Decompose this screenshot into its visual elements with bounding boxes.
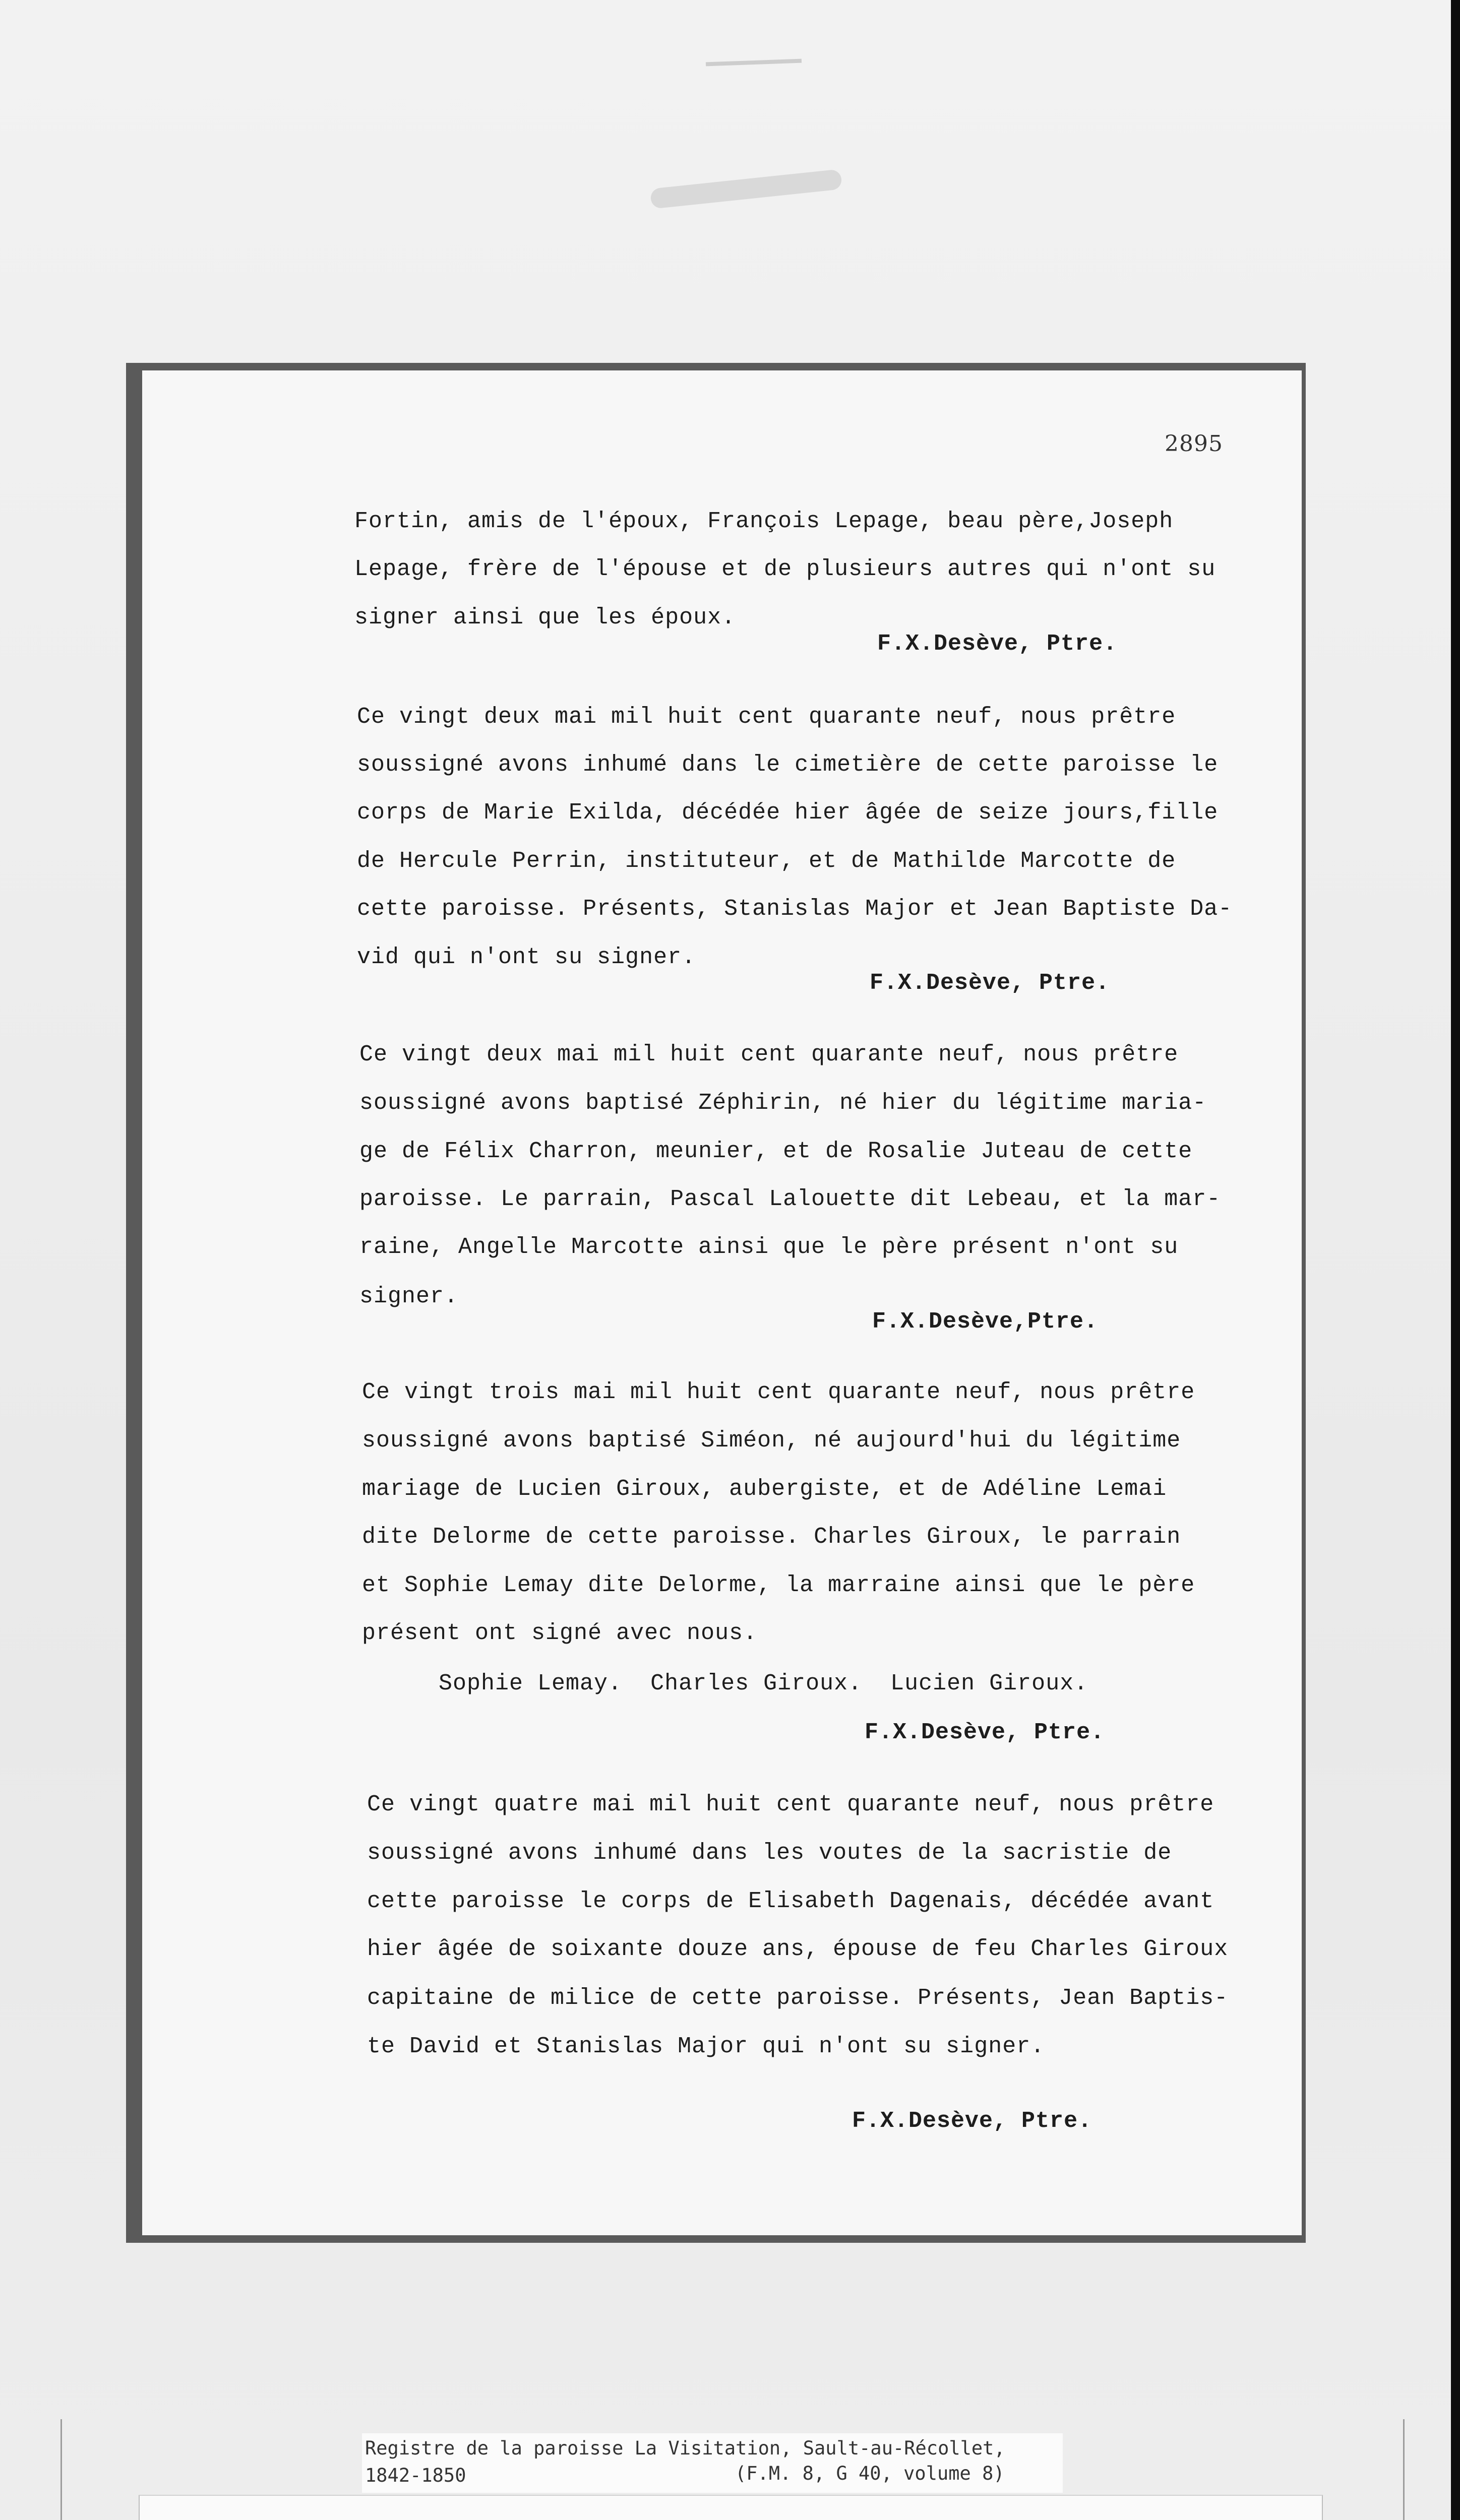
text-line: paroisse. Le parrain, Pascal Lalouette dit Lebeau, et la mar-	[359, 1186, 1221, 1212]
text-line: hier âgée de soixante douze ans, épouse de feu Charles Giroux	[367, 1936, 1229, 1962]
text-line: dite Delorme de cette paroisse. Charles Giroux, le parrain	[362, 1524, 1181, 1550]
text-line: Fortin, amis de l'époux, François Lepage, beau père,Joseph	[354, 509, 1174, 534]
text-line: te David et Stanislas Major qui n'ont su signer.	[367, 2034, 1045, 2059]
text-line: capitaine de milice de cette paroisse. Présents, Jean Baptis-	[367, 1985, 1229, 2011]
film-edge	[1451, 0, 1460, 2520]
priest-signature: F.X.Desève,Ptre.	[872, 1309, 1099, 1335]
priest-signature: F.X.Desève, Ptre.	[852, 2108, 1092, 2134]
text-line: signer ainsi que les époux.	[354, 605, 736, 631]
text-line: et Sophie Lemay dite Delorme, la marraine ainsi que le père	[362, 1572, 1195, 1598]
text-line: soussigné avons baptisé Siméon, né aujourd'hui du légitime	[362, 1428, 1181, 1454]
text-line: cette paroisse le corps de Elisabeth Dagenais, décédée avant	[367, 1888, 1214, 1914]
text-line: ge de Félix Charron, meunier, et de Rosalie Juteau de cette	[359, 1139, 1193, 1164]
priest-signature: F.X.Desève, Ptre.	[865, 1720, 1105, 1745]
text-line: Ce vingt deux mai mil huit cent quarante neuf, nous prêtre	[359, 1042, 1179, 1067]
priest-signature: F.X.Desève, Ptre.	[877, 631, 1118, 657]
archives-stamp	[139, 2495, 1323, 2520]
witness-signatures: Sophie Lemay. Charles Giroux. Lucien Giroux.	[439, 1671, 1088, 1696]
text-line: soussigné avons inhumé dans les voutes de la sacristie de	[367, 1840, 1172, 1866]
caption-years: 1842-1850	[365, 2465, 466, 2486]
text-line: vid qui n'ont su signer.	[357, 944, 696, 970]
text-line: raine, Angelle Marcotte ainsi que le père présent n'ont su	[359, 1234, 1179, 1260]
caption-reference: (F.M. 8, G 40, volume 8)	[735, 2463, 1005, 2484]
text-line: cette paroisse. Présents, Stanislas Major et Jean Baptiste Da-	[357, 896, 1233, 922]
text-line: Lepage, frère de l'épouse et de plusieurs autres qui n'ont su	[354, 556, 1216, 582]
text-line: soussigné avons baptisé Zéphirin, né hier du légitime maria-	[359, 1090, 1207, 1116]
caption-title: Registre de la paroisse La Visitation, Sault-au-Récollet,	[365, 2437, 1005, 2459]
text-line: mariage de Lucien Giroux, aubergiste, et de Adéline Lemai	[362, 1476, 1167, 1502]
text-line: corps de Marie Exilda, décédée hier âgée de seize jours,fille	[357, 800, 1219, 826]
text-line: Ce vingt quatre mai mil huit cent quarante neuf, nous prêtre	[367, 1792, 1214, 1817]
text-line: de Hercule Perrin, instituteur, et de Mathilde Marcotte de	[357, 848, 1176, 874]
text-line: présent ont signé avec nous.	[362, 1620, 758, 1646]
text-line: soussigné avons inhumé dans le cimetière de cette paroisse le	[357, 752, 1219, 778]
text-line: Ce vingt deux mai mil huit cent quarante neuf, nous prêtre	[357, 704, 1176, 730]
priest-signature: F.X.Desève, Ptre.	[870, 970, 1110, 996]
page-number: 2895	[1165, 431, 1223, 457]
text-line: signer.	[359, 1284, 459, 1309]
text-line: Ce vingt trois mai mil huit cent quarante neuf, nous prêtre	[362, 1379, 1195, 1405]
